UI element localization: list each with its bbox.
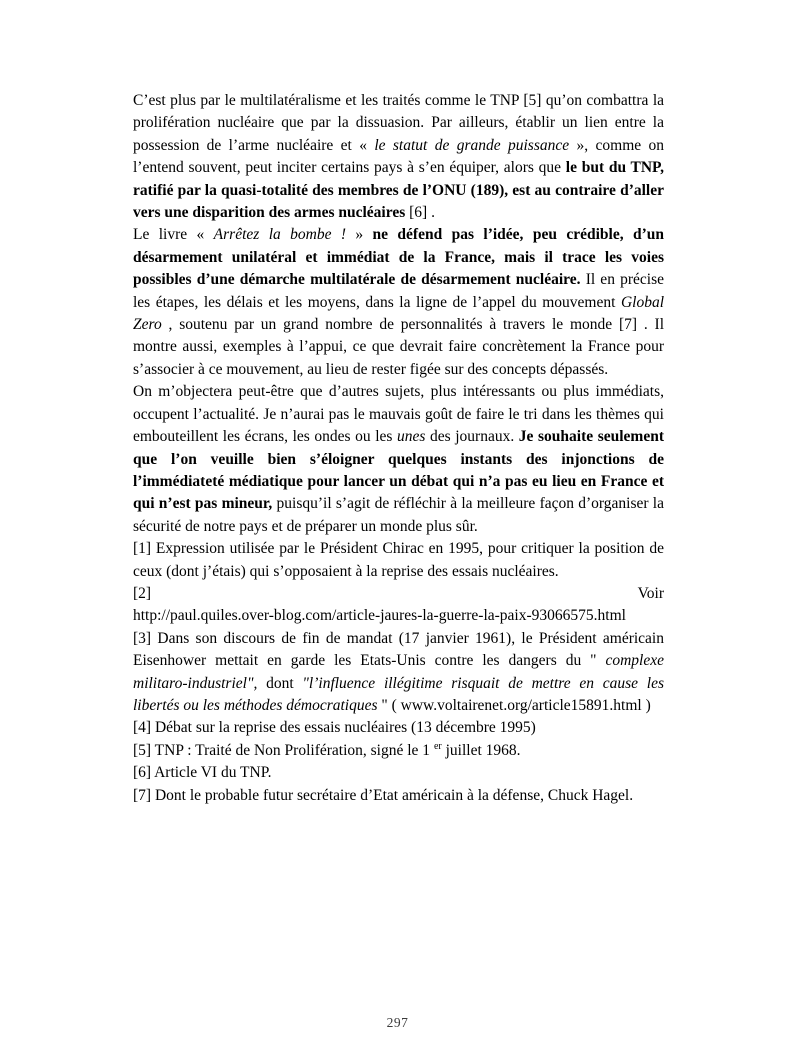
text-run: [1] Expression utilisée par le Président Chirac en 1995, pour critiquer la position de ceux (dont j’étais) qui s’opposaient à la reprise des essais nucléaires. <box>133 540 664 580</box>
text-run: Global Zero <box>133 293 664 334</box>
text-run: [2] Voir <box>133 584 664 602</box>
text-run: », comme on l’entend souvent, peut inciter certains pays à s’en équiper, alors que <box>133 136 664 177</box>
text-run: complexe militaro-industriel", <box>133 652 664 692</box>
text-run: " ( <box>377 696 401 714</box>
footnote-3 <box>133 628 664 718</box>
text-run: Arrêtez la bombe ! <box>213 226 347 244</box>
text-run: [5] TNP : Traité de Non Prolifération, signé le 1 <box>133 741 434 759</box>
url-text: http://paul.quiles.over-blog.com/article-jaures-la-guerre-la-paix-93066575.html <box>133 607 626 625</box>
text-run: le but du TNP, ratifié par la quasi-totalité des membres de l’ONU (189), est au contraire d’aller vers une disparition des armes nucléaires <box>133 159 664 222</box>
document-body <box>133 90 664 807</box>
text-run: le statut de grande puissance <box>374 136 570 154</box>
text-run: , soutenu par un grand nombre de personnalités à travers le monde [7] . Il montre aussi, exemples à l’appui, ce que devrait faire concrètement la France pour s’associer à ce mouvement, au lieu de rester figée sur des concepts dépassés. <box>133 316 664 378</box>
text-run: juillet 1968. <box>441 741 521 759</box>
text-run: Le livre « <box>133 226 214 244</box>
footnote-5 <box>133 740 664 762</box>
paragraph-2 <box>133 224 664 381</box>
page-number: 297 <box>386 1015 409 1030</box>
footnote-1 <box>133 538 664 583</box>
footnote-6 <box>133 762 664 784</box>
text-run: ne défend pas l’idée, peu crédible, d’un désarmement unilatéral et immédiat de la France, mais il trace les voies possibles d’une démarche multilatérale de désarmement nucléaire. <box>133 226 664 289</box>
footnote-2 <box>133 583 664 628</box>
url-text: www.voltairenet.org/article15891.html <box>400 696 642 714</box>
text-run: [6] . <box>405 204 435 222</box>
text-run: C’est plus par le multilatéralisme et les traités comme le TNP [5] qu’on combattra la prolifération nucléaire que par la dissuasion. Par ailleurs, établir un lien entre la possession de l’arme nucléaire et « <box>133 92 664 154</box>
text-run: Je souhaite seulement que l’on veuille bien s’éloigner quelques instants des injonctions de l’immédiateté médiatique pour lancer un débat qui n’a pas eu lieu en France et qui n’est pas mineur, <box>133 428 664 513</box>
footnote-4 <box>133 717 664 739</box>
superscript-text: er <box>433 740 442 752</box>
text-run: dont <box>257 674 303 692</box>
text-run: [3] Dans son discours de fin de mandat (17 janvier 1961), le Président américain Eisenhower mettait en garde les Etats-Unis contre les dangers du " <box>133 629 664 670</box>
text-run: puisqu’il s’agit de réfléchir à la meilleure façon d’organiser la sécurité de notre pays et de préparer un monde plus sûr. <box>133 495 664 535</box>
text-run: ) <box>641 696 651 714</box>
paragraph-1 <box>133 90 664 224</box>
text-run: des journaux. <box>425 428 519 446</box>
text-run: On m’objectera peut-être que d’autres sujets, plus intéressants ou plus immédiats, occupent l’actualité. Je n’aurai pas le mauvais goût de faire le tri dans les thèmes qui embouteillent les écrans, les ondes ou les <box>133 383 664 446</box>
text-run: [4] Débat sur la reprise des essais nucléaires (13 décembre 1995) <box>133 719 536 737</box>
text-run: Il en précise les étapes, les délais et les moyens, dans la ligne de l’appel du mouvement <box>133 271 664 311</box>
text-run: [6] Article VI du TNP. <box>133 764 272 782</box>
text-run: » <box>346 226 373 244</box>
text-run: [7] Dont le probable futur secrétaire d’Etat américain à la défense, Chuck Hagel. <box>133 786 634 804</box>
footnote-7 <box>133 785 664 807</box>
text-run: unes <box>397 428 426 446</box>
text-run: "l’influence illégitime risquait de mettre en cause les libertés ou les méthodes démocratiques <box>133 674 664 714</box>
paragraph-3 <box>133 381 664 538</box>
